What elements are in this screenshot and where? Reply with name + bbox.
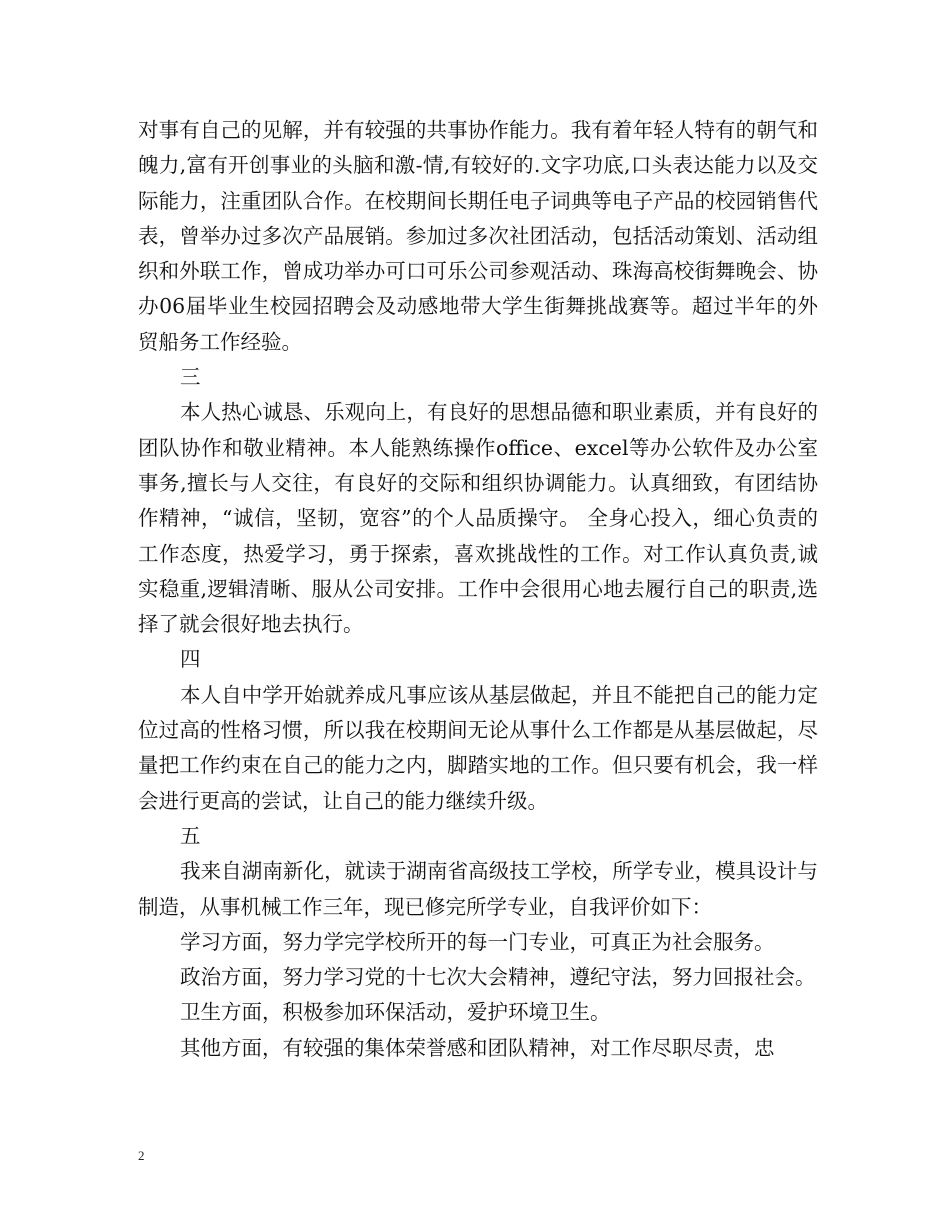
paragraph-politics: 政治方面，努力学习党的十七次大会精神，遵纪守法，努力回报社会。 <box>180 965 816 990</box>
paragraph-study: 学习方面，努力学完学校所开的每一门专业，可真正为社会服务。 <box>180 929 775 954</box>
paragraph-3: 本人自中学开始就养成凡事应该从基层做起，并且不能把自己的能力定位过高的性格习惯，所以我在校期间无论从事什么工作都是从基层做起，尽量把工作约束在自己的能力之内，脚踏实地的工作。但只要有机会，我一样会进行更高的尝试，让自己的能力继续升级。 <box>138 682 818 813</box>
section-heading-4: 四 <box>180 647 201 672</box>
paragraph-2: 本人热心诚恳、乐观向上，有良好的思想品德和职业素质，并有良好的团队协作和敬业精神。本人能熟练操作office、excel等办公软件及办公室事务,擅长与人交往，有良好的交际和组织协调能力。认真细致，有团结协作精神，“诚信，坚韧，宽容”的个人品质操守。 全身心投入，细心负责的工作态度，热爱学习，勇于探索，喜欢挑战性的工作。对工作认真负责,诚实稳重,逻辑清晰、服从公司安排。工作中会很用心地去履行自己的职责,选择了就会很好地去执行。 <box>138 400 818 637</box>
section-heading-5: 五 <box>180 823 201 848</box>
section-heading-3: 三 <box>180 365 201 390</box>
page-number: 2 <box>138 1148 145 1163</box>
paragraph-hygiene: 卫生方面，积极参加环保活动，爱护环境卫生。 <box>180 1000 611 1025</box>
paragraph-1: 对事有自己的见解，并有较强的共事协作能力。我有着年轻人特有的朝气和魄力,富有开创事业的头脑和激-情,有较好的.文字功底,口头表达能力以及交际能力，注重团队合作。在校期间长期任电子词典等电子产品的校园销售代表，曾举办过多次产品展销。参加过多次社团活动，包括活动策划、活动组织和外联工作，曾成功举办可口可乐公司参观活动、珠海高校街舞晚会、协办06届毕业生校园招聘会及动感地带大学生街舞挑战赛等。超过半年的外贸船务工作经验。 <box>138 118 818 354</box>
document-body <box>138 113 818 1066</box>
paragraph-other: 其他方面，有较强的集体荣誉感和团队精神，对工作尽职尽责，忠 <box>180 1035 775 1060</box>
paragraph-4: 我来自湖南新化，就读于湖南省高级技工学校，所学专业，模具设计与制造，从事机械工作三年，现已修完所学专业，自我评价如下： <box>138 859 818 919</box>
